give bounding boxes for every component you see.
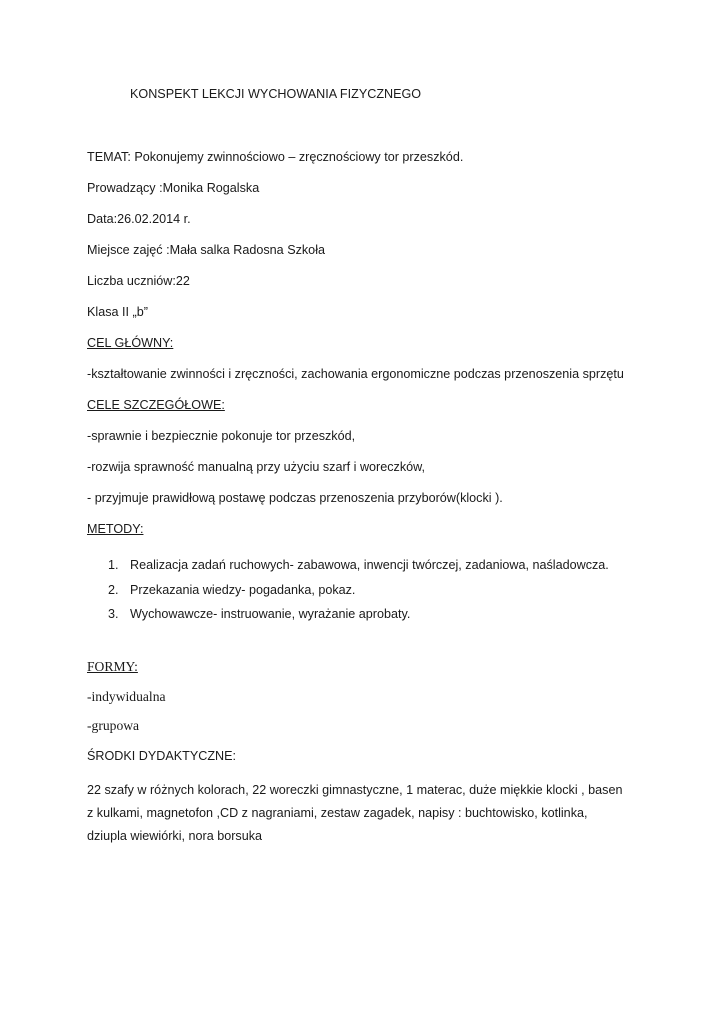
method-text: Realizacja zadań ruchowych- zabawowa, inwencji twórczej, zadaniowa, naśladowcza. xyxy=(130,558,609,572)
detailed-goals-heading: CELE SZCZEGÓŁOWE: xyxy=(87,398,225,412)
lesson-place: Miejsce zajęć :Mała salka Radosna Szkoła xyxy=(87,243,325,257)
detailed-goal-item: -rozwija sprawność manualną przy użyciu szarf i woreczków, xyxy=(87,460,426,474)
student-count: Liczba uczniów:22 xyxy=(87,274,190,288)
form-item: -indywidualna xyxy=(87,689,166,704)
main-goal-heading: CEL GŁÓWNY: xyxy=(87,336,174,350)
document-title: KONSPEKT LEKCJI WYCHOWANIA FIZYCZNEGO xyxy=(130,87,422,101)
main-goal-text: -kształtowanie zwinności i zręczności, zachowania ergonomiczne podczas przenoszenia sprzętu xyxy=(87,367,624,381)
lesson-date: Data:26.02.2014 r. xyxy=(87,212,191,226)
method-number: 3. xyxy=(108,607,119,621)
teaching-aids-text: 22 szafy w różnych kolorach, 22 woreczki gimnastyczne, 1 materac, duże miękkie klocki , basen z kulkami, magnetofon ,CD z nagraniami, zestaw zagadek, napisy : buchtowisko, kotlinka, dziupla wiewiórki, nora borsuka xyxy=(87,783,623,843)
form-item: -grupowa xyxy=(87,718,140,733)
method-number: 2. xyxy=(108,583,119,597)
method-text: Wychowawcze- instruowanie, wyrażanie aprobaty. xyxy=(130,607,411,621)
methods-heading: METODY: xyxy=(87,522,144,536)
method-text: Przekazania wiedzy- pogadanka, pokaz. xyxy=(130,583,356,597)
detailed-goal-item: -sprawnie i bezpiecznie pokonuje tor przeszkód, xyxy=(87,429,356,443)
teacher-name: Prowadzący :Monika Rogalska xyxy=(87,181,260,195)
teaching-aids-heading: ŚRODKI DYDAKTYCZNE: xyxy=(87,749,237,763)
method-number: 1. xyxy=(108,558,119,572)
forms-heading: FORMY: xyxy=(87,659,138,674)
detailed-goal-item: - przyjmuje prawidłową postawę podczas przenoszenia przyborów(klocki ). xyxy=(87,491,503,505)
class-name: Klasa II „b” xyxy=(87,305,148,319)
lesson-topic: TEMAT: Pokonujemy zwinnościowo – zręcznościowy tor przeszkód. xyxy=(87,150,464,164)
